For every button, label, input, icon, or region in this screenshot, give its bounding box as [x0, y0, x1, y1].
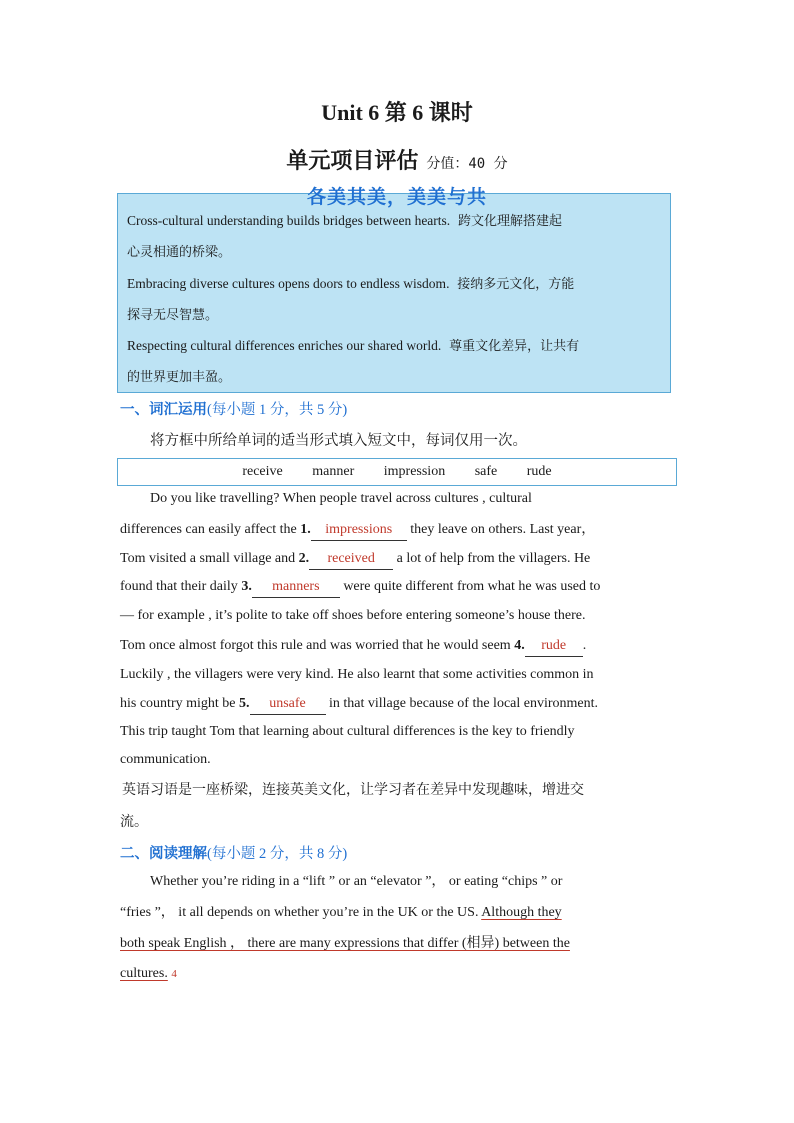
blank-number: 2. — [298, 551, 310, 566]
section-1-title: 一、词汇运用 — [120, 402, 207, 418]
quote-en: Cross-cultural understanding builds bridges between hearts. — [127, 213, 451, 228]
passage-line: Tom visited a small village and 2. received a lot of help from the villagers. He — [120, 549, 676, 570]
answer-blank-4[interactable]: rude — [525, 636, 583, 657]
underlined-sentence: cultures. — [120, 966, 168, 981]
section-1-instruction: 将方框中所给单词的适当形式填入短文中，每词仅用一次。 — [150, 433, 527, 449]
quote-line-2 — [127, 236, 667, 268]
word-box — [117, 458, 677, 486]
passage-line: — for example , it’s polite to take off shoes before entering someone’s house there. — [120, 608, 586, 623]
section-2-heading — [120, 842, 347, 863]
word-item: rude — [526, 464, 552, 479]
blank-number: 1. — [300, 522, 311, 537]
answer-blank-5[interactable]: unsafe — [250, 694, 326, 715]
quote-cn: 接纳多元文化，方能 — [449, 277, 575, 292]
chinese-note-line: 流。 — [120, 814, 148, 830]
section-1-heading — [120, 398, 347, 419]
score-label: 分值：40 分 — [426, 156, 508, 172]
passage-line: Luckily , the villagers were very kind. He also learnt that some activities common in — [120, 667, 594, 682]
reading-line: Whether you’re riding in a “lift ” or an “elevator ”， or eating “chips ” or — [150, 874, 563, 889]
answer-blank-3[interactable]: manners — [252, 577, 340, 598]
quote-heading: 各美其美，美美与共 — [306, 186, 487, 208]
answer-blank-1[interactable]: impressions — [311, 520, 407, 541]
reading-line — [120, 934, 676, 954]
quote-cn: 的世界更加丰盈。 — [127, 370, 232, 385]
word-item: receive — [242, 464, 283, 479]
quote-line-6 — [127, 361, 667, 393]
quote-cn: 探寻无尽智慧。 — [127, 308, 219, 323]
quote-en: Respecting cultural differences enriches our shared world. — [127, 338, 442, 353]
word-item: manner — [312, 464, 355, 479]
subtitle-text: 单元项目评估 — [286, 148, 419, 173]
blank-number: 5. — [239, 696, 250, 711]
blank-number: 3. — [241, 579, 252, 594]
word-item: impression — [383, 464, 446, 479]
section-2-title: 二、阅读理解 — [120, 846, 207, 862]
question-marker: 4 — [171, 968, 177, 980]
page-title: Unit 6 第 6 课时 — [321, 100, 473, 125]
section-2-note: (每小题 2 分，共 8 分) — [207, 846, 348, 862]
reading-line: “fries ”， it all depends on whether you’re in the UK or the US. Although they — [120, 905, 562, 920]
blank-number: 4. — [514, 638, 525, 653]
quote-cn: 心灵相通的桥梁。 — [127, 245, 232, 260]
passage-line: his country might be 5. unsafe in that village because of the local environment. — [120, 694, 676, 715]
passage-line: This trip taught Tom that learning about cultural differences is the key to friendly — [120, 724, 575, 739]
passage-line: communication. — [120, 752, 211, 767]
quote-cn: 跨文化理解搭建起 — [450, 214, 563, 229]
page-subtitle — [0, 144, 794, 175]
quote-line-5 — [127, 330, 667, 362]
underlined-sentence: Although they — [481, 905, 562, 920]
passage-line: found that their daily 3. manners were quite different from what he was used to — [120, 577, 676, 598]
passage-line: Tom once almost forgot this rule and was worried that he would seem 4. rude . — [120, 636, 676, 657]
underlined-sentence: both speak English ， there are many expressions that differ (相异) between the — [120, 936, 570, 951]
chinese-note-line: 英语习语是一座桥梁，连接英美文化，让学习者在差异中发现趣味，增进交 — [122, 782, 584, 798]
passage-line: differences can easily affect the 1. impressions they leave on others. Last year， — [120, 520, 676, 541]
quote-line-4 — [127, 299, 667, 331]
reading-line — [120, 964, 676, 984]
word-item: safe — [474, 464, 498, 479]
answer-blank-2[interactable]: received — [309, 549, 393, 570]
section-1-note: (每小题 1 分，共 5 分) — [207, 402, 348, 418]
quote-cn: 尊重文化差异，让共有 — [441, 339, 580, 354]
quote-line-3 — [127, 268, 667, 300]
quote-en: Embracing diverse cultures opens doors to endless wisdom. — [127, 276, 450, 291]
passage-line: Do you like travelling? When people travel across cultures , cultural — [150, 491, 532, 506]
quote-line-1 — [127, 205, 667, 237]
